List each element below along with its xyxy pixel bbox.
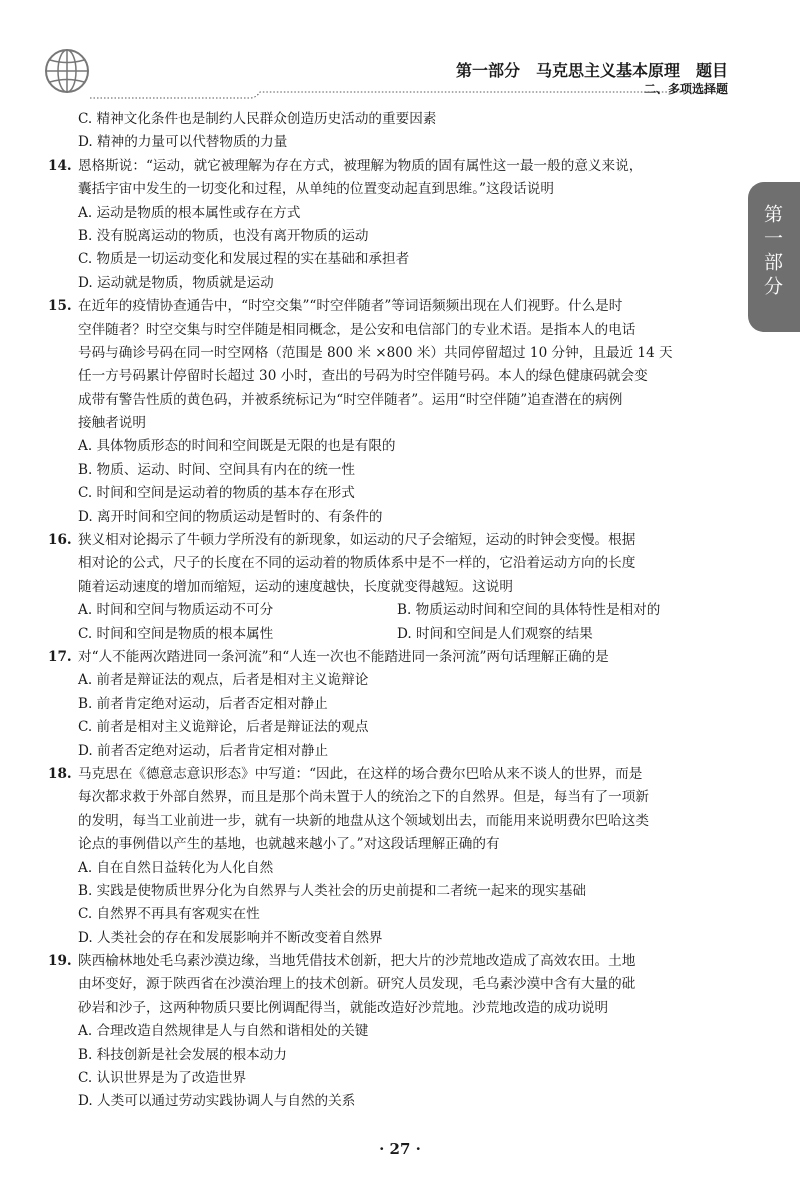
line-text: 对“人不能两次踏进同一条河流”和“人连一次也不能踏进同一条河流”两句话理解正确的是 <box>78 648 609 665</box>
line-text: A. 合理改造自然规律是人与自然和谐相处的关键 <box>78 1023 369 1040</box>
line-text: 号码与确诊号码在同一时空网格（范围是 800 米 ×800 米）共同停留超过 10 分钟，且最近 14 天 <box>78 344 673 361</box>
header-section: 题目 <box>695 61 728 80</box>
header-subtitle: 二、多项选择题 <box>643 82 728 96</box>
globe-logo-icon <box>42 46 92 96</box>
line-text: A. 运动是物质的根本属性或存在方式 <box>78 204 301 221</box>
line-text: 狭义相对论揭示了牛顿力学所没有的新现象，如运动的尺子会缩短，运动的时钟会变慢。根据 <box>78 532 636 549</box>
question-line <box>48 389 716 412</box>
question-line <box>48 412 716 435</box>
question-number: 15. <box>48 298 72 315</box>
question-line <box>48 646 716 669</box>
option-pair <box>48 599 716 622</box>
question-line <box>48 552 716 575</box>
line-text: A. 具体物质形态的时间和空间既是无限的也是有限的 <box>78 438 396 455</box>
line-text: C. 自然界不再具有客观实在性 <box>78 906 260 923</box>
option-pair <box>48 623 716 646</box>
option-line <box>48 880 716 903</box>
option-line <box>48 108 716 131</box>
option-line <box>48 927 716 950</box>
line-text: D. 精神的力量可以代替物质的力量 <box>78 134 288 151</box>
question-number: 16. <box>48 532 72 549</box>
header-title <box>440 58 728 81</box>
line-text: C. 精神文化条件也是制约人民群众创造历史活动的重要因素 <box>78 111 437 127</box>
option-left: A. 时间和空间与物质运动不可分 <box>78 602 274 619</box>
question-number: 14. <box>48 157 72 174</box>
question-line <box>48 295 716 318</box>
option-line <box>48 435 716 458</box>
question-line <box>48 178 716 201</box>
option-line <box>48 1044 716 1067</box>
option-line <box>48 669 716 692</box>
line-text: D. 人类可以通过劳动实践协调人与自然的关系 <box>78 1093 356 1110</box>
option-right: B. 物质运动时间和空间的具体特性是相对的 <box>397 602 661 619</box>
option-line <box>48 693 716 716</box>
question-line <box>48 342 716 365</box>
option-line <box>48 716 716 739</box>
option-line <box>48 459 716 482</box>
question-line <box>48 763 716 786</box>
question-list <box>48 108 716 1114</box>
line-text: A. 自在自然日益转化为人化自然 <box>78 859 274 876</box>
question-line <box>48 973 716 996</box>
line-text: B. 前者肯定绝对运动，后者否定相对静止 <box>78 695 328 712</box>
line-text: D. 运动就是物质，物质就是运动 <box>78 274 274 291</box>
option-line <box>48 131 716 154</box>
line-text: B. 物质、运动、时间、空间具有内在的统一性 <box>78 461 355 478</box>
question-line <box>48 576 716 599</box>
question-line <box>48 529 716 552</box>
question-line <box>48 950 716 973</box>
line-text: 在近年的疫情协查通告中，“时空交集”“时空伴随者”等词语频频出现在人们视野。什么是时 <box>78 298 623 315</box>
option-line <box>48 903 716 926</box>
line-text: C. 前者是相对主义诡辩论，后者是辩证法的观点 <box>78 719 369 736</box>
question-line <box>48 833 716 856</box>
question-line <box>48 997 716 1020</box>
line-text: 砂岩和沙子，这两种物质只要比例调配得当，就能改造好沙荒地。沙荒地改造的成功说明 <box>78 999 609 1016</box>
line-text: 成带有警告性质的黄色码，并被系统标记为“时空伴随者”。运用“时空伴随”追查潜在的病例 <box>78 391 623 408</box>
line-text: 囊括宇宙中发生的一切变化和过程，从单纯的位置变动起直到思维。”这段话说明 <box>78 181 554 198</box>
line-text: D. 人类社会的存在和发展影响并不断改变着自然界 <box>78 929 383 946</box>
line-text: 陕西榆林地处毛乌素沙漠边缘，当地凭借技术创新，把大片的沙荒地改造成了高效农田。土地 <box>78 953 636 970</box>
line-text: 相对论的公式，尺子的长度在不同的运动着的物质体系中是不一样的，它沿着运动方向的长度 <box>78 555 636 572</box>
option-line <box>48 482 716 505</box>
line-text: 论点的事例借以产生的基地，也就越来越小了。”对这段话理解正确的有 <box>78 836 500 853</box>
side-tab <box>748 182 800 332</box>
line-text: B. 科技创新是社会发展的根本动力 <box>78 1046 287 1063</box>
line-text: D. 前者否定绝对运动，后者肯定相对静止 <box>78 742 329 759</box>
option-line <box>48 506 716 529</box>
question-line <box>48 365 716 388</box>
line-text: A. 前者是辩证法的观点，后者是相对主义诡辩论 <box>78 672 369 689</box>
line-text: 随着运动速度的增加而缩短，运动的速度越快，长度就变得越短。这说明 <box>78 578 513 595</box>
line-text: 任一方号码累计停留时长超过 30 小时，查出的号码为时空伴随号码。本人的绿色健康码就会变 <box>78 368 648 385</box>
header-subject: 马克思主义基本原理 <box>535 61 680 80</box>
question-number: 19. <box>48 953 72 970</box>
line-text: D. 离开时间和空间的物质运动是暂时的、有条件的 <box>78 508 383 525</box>
option-line <box>48 272 716 295</box>
option-left: C. 时间和空间是物质的根本属性 <box>78 625 274 642</box>
side-tab-label: 第一部分 <box>761 204 783 300</box>
page-number: · 27 · <box>379 1140 421 1158</box>
option-line <box>48 248 716 271</box>
option-right: D. 时间和空间是人们观察的结果 <box>397 625 593 642</box>
option-line <box>48 857 716 880</box>
option-line <box>48 225 716 248</box>
option-line <box>48 1090 716 1113</box>
line-text: B. 实践是使物质世界分化为自然界与人类社会的历史前提和二者统一起来的现实基础 <box>78 882 587 899</box>
question-number: 18. <box>48 765 72 782</box>
question-line <box>48 810 716 833</box>
option-line <box>48 1067 716 1090</box>
line-text: 的发明，每当工业前进一步，就有一块新的地盘从这个领域划出去，而能用来说明费尔巴哈这类 <box>78 812 649 829</box>
line-text: C. 认识世界是为了改造世界 <box>78 1070 247 1087</box>
line-text: C. 时间和空间是运动着的物质的基本存在形式 <box>78 485 355 502</box>
line-text: 由坏变好，源于陕西省在沙漠治理上的技术创新。研究人员发现，毛乌素沙漠中含有大量的砒 <box>78 976 636 993</box>
line-text: 空伴随者？时空交集与时空伴随是相同概念，是公安和电信部门的专业术语。是指本人的电话 <box>78 321 636 338</box>
line-text: 马克思在《德意志意识形态》中写道：“因此，在这样的场合费尔巴哈从来不谈人的世界，而是 <box>78 765 643 782</box>
option-line <box>48 202 716 225</box>
option-line <box>48 1020 716 1043</box>
header-divider <box>90 90 720 100</box>
line-text: 每次都求救于外部自然界，而且是那个尚未置于人的统治之下的自然界。但是，每当有了一项新 <box>78 789 649 806</box>
question-line <box>48 155 716 178</box>
question-number: 17. <box>48 648 72 665</box>
line-text: C. 物质是一切运动变化和发展过程的实在基础和承担者 <box>78 251 410 268</box>
option-line <box>48 740 716 763</box>
line-text: 恩格斯说：“运动，就它被理解为存在方式，被理解为物质的固有属性这一最一般的意义来说， <box>78 157 643 174</box>
question-line <box>48 786 716 809</box>
header-part: 第一部分 <box>455 61 520 80</box>
line-text: 接触者说明 <box>78 415 146 432</box>
line-text: B. 没有脱离运动的物质，也没有离开物质的运动 <box>78 227 369 244</box>
question-line <box>48 319 716 342</box>
